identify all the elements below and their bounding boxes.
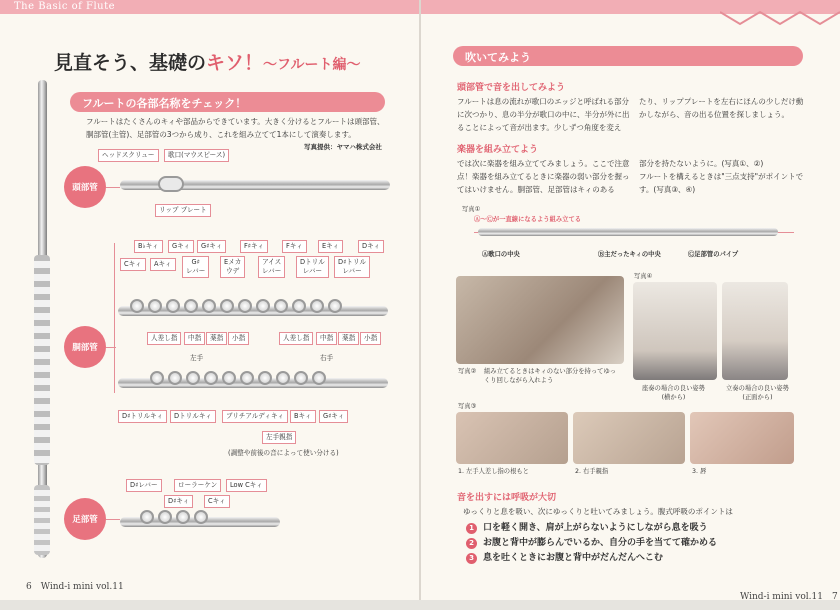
label-gsharp-key: G♯キィ	[197, 240, 226, 253]
body-joint-keys-back	[150, 371, 326, 387]
connector	[106, 519, 120, 520]
label-a-key: Aキィ	[150, 258, 176, 271]
photo4-standing-image	[722, 282, 788, 380]
photo4-caption-standing: 立奏の場合の良い姿勢 (正面から)	[726, 385, 789, 401]
label-dsharp-lever: D♯レバー	[126, 479, 162, 492]
label-lip-plate: リップ プレート	[155, 204, 211, 217]
label-right-pinky: 小指	[360, 332, 381, 345]
label-c-key-foot: Cキィ	[204, 495, 230, 508]
head-joint-badge: 頭部管	[64, 166, 106, 208]
label-low-c-key: Low Cキィ	[226, 479, 267, 492]
label-gsharp-lever: G♯ レバー	[182, 256, 209, 278]
label-e-mech-arm: Eメカ ウデ	[220, 256, 245, 278]
label-f-key: Fキィ	[282, 240, 307, 253]
photo3-label: 写真③	[458, 403, 477, 410]
label-d-trill-lever: Dトリル レバー	[296, 256, 329, 278]
connector	[106, 347, 116, 348]
left-page	[0, 0, 419, 600]
label-dsharp-trill-key: D♯トリルキィ	[118, 410, 167, 423]
photo4-label: 写真④	[634, 273, 653, 280]
running-title: The Basic of Flute	[14, 1, 116, 12]
point-a: Ⓐ歌口の中央	[482, 251, 520, 258]
intro-text: フルートはたくさんのキィや部品からできています。大きく分けるとフルートは頭部管、胴部管(主管)、足部管の3つから成り、これを組み立てて1本にして演奏します。	[86, 117, 385, 139]
label-left-ring: 薬指	[206, 332, 227, 345]
text-breathing: ゆっくりと息を吸い、次にゆっくりと吐いてみましょう。腹式呼吸のポイントは	[463, 507, 733, 516]
point-b: Ⓑ主だったキィの中央	[598, 251, 661, 258]
section-pill-play: 吹いてみよう	[453, 46, 803, 66]
label-bflat-key: B♭キィ	[134, 240, 163, 253]
page-number: 6 Wind-i mini vol.11	[26, 582, 124, 592]
section-pill-parts: フルートの各部名称をチェック！	[70, 92, 385, 112]
photo3-caption-1: 1. 左手人差し指の根もと	[458, 468, 529, 475]
text-assemble-b: 部分を持たないように。(写真①、②) フルートを構えるときは"三点支持"がポイントです。(写真③、④)	[639, 159, 804, 194]
body-joint-keys	[130, 299, 342, 315]
photo3-lips-image	[690, 412, 794, 464]
lip-plate	[158, 176, 184, 192]
photo3-left-index-image	[456, 412, 568, 464]
foot-joint-keys	[140, 510, 208, 526]
label-right-ring: 薬指	[338, 332, 359, 345]
label-fsharp-key: F♯キィ	[240, 240, 268, 253]
label-left-pinky: 小指	[228, 332, 249, 345]
label-roller: ローラーケン	[174, 479, 221, 492]
photo3-caption-2: 2. 右手親指	[575, 468, 609, 475]
photo3-right-thumb-image	[573, 412, 685, 464]
thumb-note: (調整や前後の音によって使い分ける)	[228, 449, 339, 457]
label-c-key: Cキィ	[120, 258, 146, 271]
photo4-seated-image	[633, 282, 717, 380]
label-e-key: Eキィ	[318, 240, 343, 253]
photo2-image	[456, 276, 624, 364]
label-dsharp-trill-lever: D♯トリル レバー	[334, 256, 370, 278]
photo-credit: 写真提供：ヤマハ株式会社	[304, 143, 382, 151]
point-c: Ⓒ足部管のパイプ	[688, 251, 739, 258]
label-d-key: Dキィ	[358, 240, 384, 253]
page-title: 見直そう、基礎のキソ！〜フルート編〜	[54, 52, 361, 74]
breathing-point-2: 2 お腹と背中が膨らんでいるか、自分の手を当てて確かめる	[466, 535, 717, 549]
label-right-middle: 中指	[316, 332, 337, 345]
assembled-flute-image	[478, 228, 778, 236]
zigzag-ornament	[720, 10, 840, 28]
label-embouchure: 歌口(マウスピース)	[164, 149, 229, 162]
label-right-index: 人差し指	[279, 332, 313, 345]
breathing-point-3: 3 息を吐くときにお腹と背中がだんだんへこむ	[466, 550, 663, 564]
connector	[106, 187, 120, 188]
label-b-key: Bキィ	[290, 410, 316, 423]
photo2-caption: 組み立てるときはキィのない部分を持ってゆっくり回しながら入れよう	[484, 368, 616, 384]
heading-head-joint-sound: 頭部管で音を出してみよう	[457, 83, 566, 93]
heading-assemble: 楽器を組み立てよう	[457, 145, 539, 155]
text-head-joint-a: フルートは息の流れが歌口のエッジと呼ばれる部分に次つかり、息の半分が歌口の中に、半分が外に出ることによって音が出ます。少しずつ角度を変え	[457, 97, 630, 132]
flute-vertical-foot	[34, 485, 50, 555]
label-g-key: Gキィ	[168, 240, 194, 253]
photo1-line-caption: Ⓐ〜Ⓒが一直線になるよう組み立てる	[474, 216, 582, 223]
label-left-middle: 中指	[184, 332, 205, 345]
text-assemble-a: では次に楽器を組み立ててみましょう。ここで注意点！楽器を組み立てるときに楽器の弱い部分を握ってはいけません。胴部管、足部管はキィのある	[457, 159, 630, 194]
page-number-right: Wind-i mini vol.11 7	[740, 592, 838, 602]
label-briccialdi-key: ブリチアルディキィ	[222, 410, 288, 423]
label-dsharp-key: D♯キィ	[164, 495, 193, 508]
label-ice-lever: アイス レバー	[258, 256, 285, 278]
label-head-screw: ヘッドスクリュー	[98, 149, 159, 162]
photo1-label: 写真①	[462, 206, 481, 213]
label-gsharp-key-2: G♯キィ	[319, 410, 348, 423]
photo3-caption-3: 3. 唇	[692, 468, 707, 475]
body-joint-badge: 胴部管	[64, 326, 106, 368]
hand-left: 左手	[190, 354, 204, 362]
text-head-joint-b: たり、リッププレートを左右にほんの少しだけ動かしながら、音の出る位置を探しましょう。	[639, 97, 804, 119]
photo2-label: 写真②	[458, 368, 477, 375]
foot-joint-badge: 足部管	[64, 498, 106, 540]
breathing-point-1: 1 口を軽く開き、肩が上がらないようにしながら息を吸う	[466, 520, 708, 534]
heading-breathing: 音を出すには呼吸が大切	[457, 493, 557, 503]
hand-right: 右手	[320, 354, 334, 362]
body-bracket	[114, 243, 115, 393]
photo4-caption-seated: 座奏の場合の良い姿勢 (横から)	[642, 385, 705, 401]
flute-vertical-keys	[34, 255, 50, 465]
label-left-thumb: 左手親指	[262, 431, 296, 444]
label-left-index: 人差し指	[147, 332, 181, 345]
label-d-trill-key: Dトリルキィ	[170, 410, 216, 423]
